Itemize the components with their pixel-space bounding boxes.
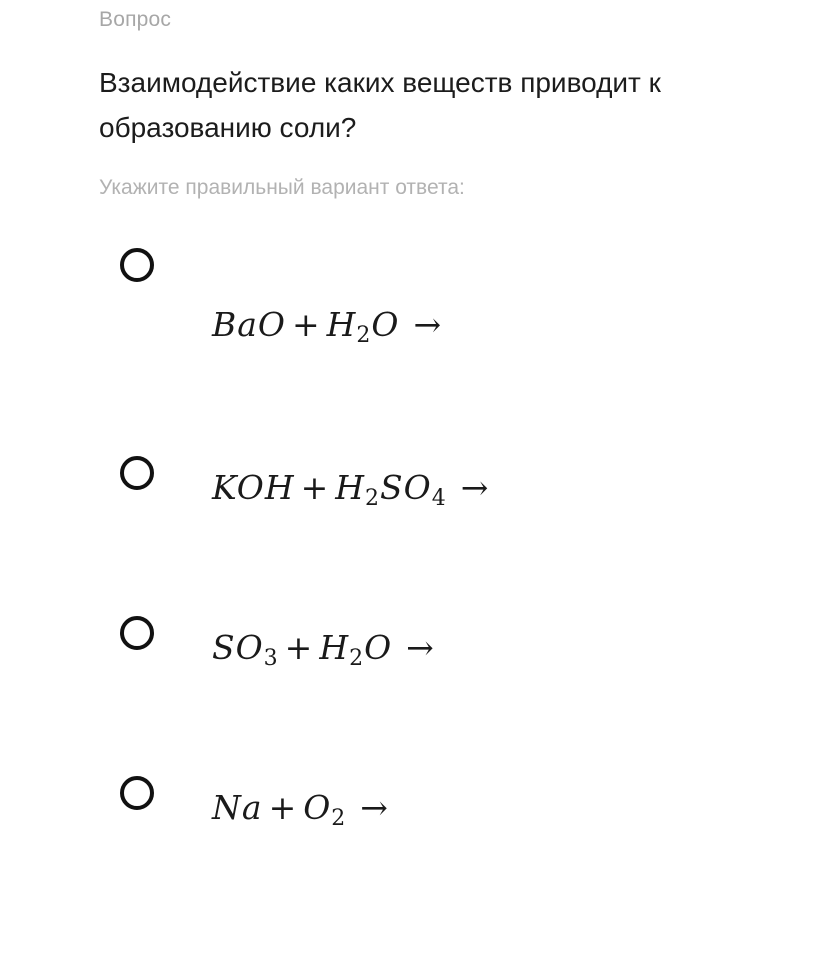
radio-button[interactable] (120, 616, 154, 650)
formula-subscript: 2 (365, 486, 381, 511)
option-formula (212, 788, 389, 831)
radio-button[interactable] (120, 248, 154, 282)
question-label: Вопрос (99, 8, 172, 31)
formula-subscript: 2 (349, 646, 365, 671)
formula-operator: + (284, 628, 314, 667)
formula-operator: + (268, 788, 298, 827)
formula-arrow: → (360, 788, 389, 827)
formula-term: O (303, 788, 332, 827)
formula-term: BaO (212, 305, 286, 344)
option-formula (212, 305, 443, 348)
formula-subscript: 4 (431, 486, 447, 511)
formula-subscript: 2 (331, 806, 347, 831)
answer-option-3[interactable] (118, 616, 718, 676)
answer-option-4[interactable] (118, 776, 718, 836)
formula-term: H (326, 305, 357, 344)
formula-subscript: 2 (356, 323, 372, 348)
formula-term: KOH (212, 468, 295, 507)
answer-option-2[interactable] (118, 456, 718, 516)
formula-term: H (335, 468, 366, 507)
formula-term: H (319, 628, 350, 667)
formula-operator: + (300, 468, 330, 507)
formula-subscript: 3 (263, 646, 279, 671)
formula-term: SO (212, 628, 264, 667)
formula-term: Na (212, 788, 263, 827)
question-text: Взаимодействие каких веществ приводит к образованию соли? (99, 67, 661, 143)
formula-term: O (364, 628, 393, 667)
formula-arrow: → (460, 468, 490, 507)
radio-button[interactable] (120, 776, 154, 810)
answer-option-1[interactable] (118, 248, 718, 348)
formula-term: SO (380, 468, 432, 507)
radio-button[interactable] (120, 456, 154, 490)
option-formula (212, 628, 435, 671)
answer-hint: Укажите правильный вариант ответа: (99, 176, 465, 199)
formula-arrow: → (413, 305, 443, 344)
formula-operator: + (291, 305, 321, 344)
option-formula (212, 468, 490, 511)
formula-term: O (371, 305, 400, 344)
formula-arrow: → (406, 628, 435, 667)
